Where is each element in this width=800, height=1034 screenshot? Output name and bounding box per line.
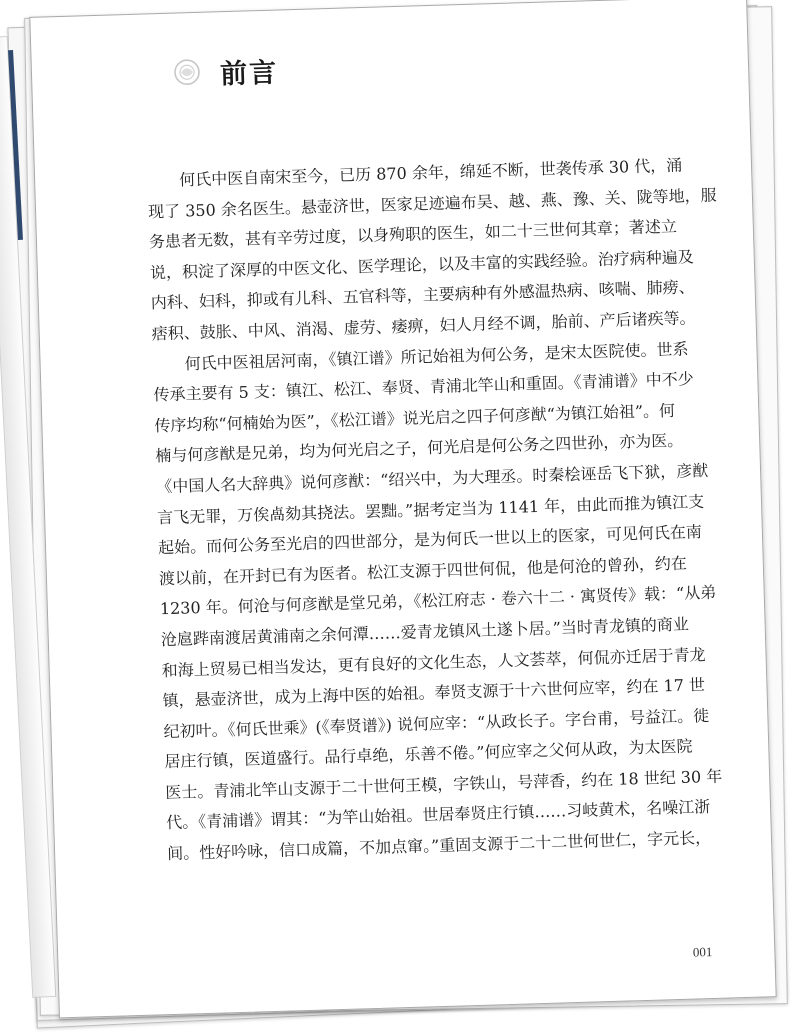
text-line: 何氏中医自南宋至今，已历 870 余年，绵延不断，世袭传承 30 代，涌 xyxy=(178,155,683,190)
page-number: 001 xyxy=(692,944,713,960)
text-line: 和海上贸易已相当发达，更有良好的文化生态，人文荟萃，何侃亦迁居于青龙 xyxy=(161,644,706,680)
text-line: 痞积、鼓胀、中风、消渴、虚劳、痿痹，妇人月经不调，胎前、产后诸疾等。 xyxy=(151,308,696,344)
text-line: 言飞无罪，万俟卨劾其挠法。罢黜。”据考定当为 1141 年，由此而推为镇江支 xyxy=(156,491,705,527)
text-line: 沧扈跸南渡居黄浦南之余何潭……爱青龙镇风土遂卜居。”当时青龙镇的商业 xyxy=(160,614,690,650)
text-line: 1230 年。何沧与何彦猷是堂兄弟，《松江府志 · 卷六十二 · 寓贤传》载：“从弟 xyxy=(159,583,717,619)
seal-emblem-icon xyxy=(172,57,203,88)
text-line: 《中国人名大辞典》说何彦猷：“绍兴中，为大理丞。时秦桧诬岳飞下狱，彦猷 xyxy=(156,460,709,497)
text-line: 代。《青浦谱》谓其：“为竿山始祖。世居奉贤庄行镇……习岐黄术，名噪江浙 xyxy=(165,797,711,833)
text-line: 传序均称“何楠始为医”，《松江谱》说光启之四子何彦猷“为镇江始祖”。何 xyxy=(154,400,676,436)
text-line: 居庄行镇，医道盛行。品行卓绝，乐善不倦。”何应宰之父何从政，为太医院 xyxy=(164,736,693,772)
book-page xyxy=(29,0,776,1018)
text-line: 渡以前，在开封已有为医者。松江支源于四世何侃，他是何沧的曾孙，约在 xyxy=(158,553,688,588)
text-line: 务患者无数，甚有辛劳过度，以身殉职的医生，如二十三世何其章；著述立 xyxy=(148,216,678,252)
text-line: 镇，悬壶济世，成为上海中医的始祖。奉贤支源于十六世何应宰，约在 17 世 xyxy=(162,675,706,711)
preface-body xyxy=(147,152,723,870)
text-line: 医士。青浦北竿山支源于二十世何王模，字铁山，号萍香，约在 18 世纪 30 年 xyxy=(165,766,723,803)
text-line: 内科、妇科，抑或有儿科、五官科等，主要病种有外感温热病、咳喘、肺痨、 xyxy=(150,277,695,313)
text-line: 楠与何彦猷是兄弟，均为何光启之子，何光启是何公务之四世孙，亦为医。 xyxy=(155,431,684,466)
text-line: 现了 350 余名医生。悬壶济世，医家足迹遍布吴、越、燕、豫、关、陇等地，服 xyxy=(147,185,717,222)
text-line: 起始。而何公务至光启的四世部分，是为何氏一世以上的医家，可见何氏在南 xyxy=(157,522,703,558)
text-line: 说，积淀了深厚的中医文化、医学理论，以及丰富的实践经验。治疗病种遍及 xyxy=(149,247,694,283)
text-line: 间。性好吟咏，信口成篇，不加点窜。”重固支源于二十二世何世仁，字元长， xyxy=(166,828,712,864)
text-line: 纪初叶。《何氏世乘》(《奉贤谱》) 说何应宰：“从政长子。字台甫，号益江。徙 xyxy=(163,705,710,741)
page-title: 前言 xyxy=(219,57,279,91)
text-line: 何氏中医祖居河南，《镇江谱》所记始祖为何公务，是宋太医院使。世系 xyxy=(184,339,689,373)
text-line: 传承主要有 5 支：镇江、松江、奉贤、青浦北竿山和重固。《青浦谱》中不少 xyxy=(153,369,694,405)
